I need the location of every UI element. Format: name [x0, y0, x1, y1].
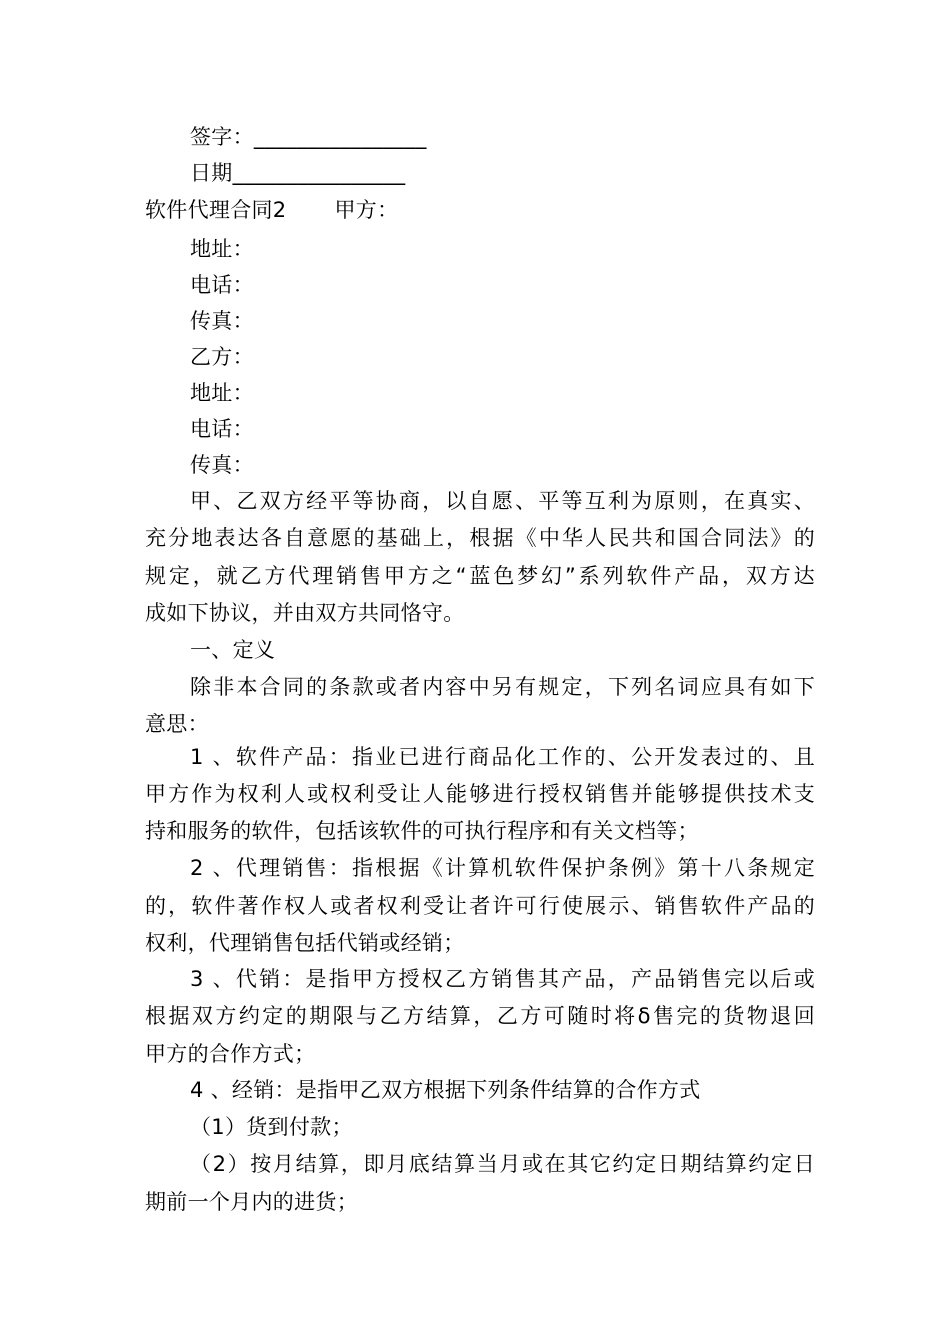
- party-a-address: 地址：: [190, 237, 254, 261]
- clause-4-item-2: 期前一个月内的进货；: [145, 1190, 358, 1214]
- clause-3-line: 根据双方约定的期限与乙方结算，乙方可随时将δ售完的货物退回: [145, 1004, 815, 1028]
- clause-4-line: 4 、经销：是指甲乙双方根据下列条件结算的合作方式: [190, 1078, 701, 1102]
- clause-3-line: 3 、代销：是指甲方授权乙方销售其产品，产品销售完以后或: [190, 967, 815, 991]
- date-line: 日期________________: [190, 161, 406, 185]
- definition-intro-line: 意思：: [145, 712, 209, 736]
- preamble-line: 甲、乙双方经平等协商，以自愿、平等互利为原则，在真实、: [190, 489, 815, 513]
- clause-4-item-2: （2）按月结算，即月底结算当月或在其它约定日期结算约定日: [190, 1152, 815, 1176]
- party-b-address: 地址：: [190, 381, 254, 405]
- clause-2-line: 2 、代理销售：指根据《计算机软件保护条例》第十八条规定: [190, 856, 815, 880]
- party-b-label: 乙方：: [190, 345, 254, 369]
- contract-title-row: [145, 197, 815, 223]
- preamble-line: 充分地表达各自意愿的基础上，根据《中华人民共和国合同法》的: [145, 526, 815, 550]
- clause-1-line: 1 、软件产品：指业已进行商品化工作的、公开发表过的、且: [190, 745, 815, 769]
- clause-2-line: 的，软件著作权人或者权利受让者许可行使展示、销售软件产品的: [145, 894, 815, 918]
- clause-1-line: 持和服务的软件，包括该软件的可执行程序和有关文档等；: [145, 819, 699, 843]
- clause-1-line: 甲方作为权利人或权利受让人能够进行授权销售并能够提供技术支: [145, 782, 815, 806]
- section-heading: 一、定义: [190, 638, 276, 662]
- clause-4-item-1: （1）货到付款；: [190, 1115, 353, 1139]
- party-b-phone: 电话：: [190, 417, 254, 441]
- party-a-phone: 电话：: [190, 273, 254, 297]
- preamble-line: 规定，就乙方代理销售甲方之“蓝色梦幻”系列软件产品，双方达: [145, 564, 815, 588]
- clause-3-line: 甲方的合作方式；: [145, 1042, 316, 1066]
- definition-intro-line: 除非本合同的条款或者内容中另有规定，下列名词应具有如下: [190, 675, 815, 699]
- party-a-label: 甲方：: [334, 198, 399, 222]
- signature-line: 签字：________________: [190, 125, 427, 149]
- contract-title: 软件代理合同2: [145, 198, 287, 222]
- preamble-line: 成如下协议，并由双方共同恪守。: [145, 601, 465, 625]
- party-a-fax: 传真：: [190, 309, 254, 333]
- party-b-fax: 传真：: [190, 453, 254, 477]
- clause-2-line: 权利，代理销售包括代销或经销；: [145, 931, 465, 955]
